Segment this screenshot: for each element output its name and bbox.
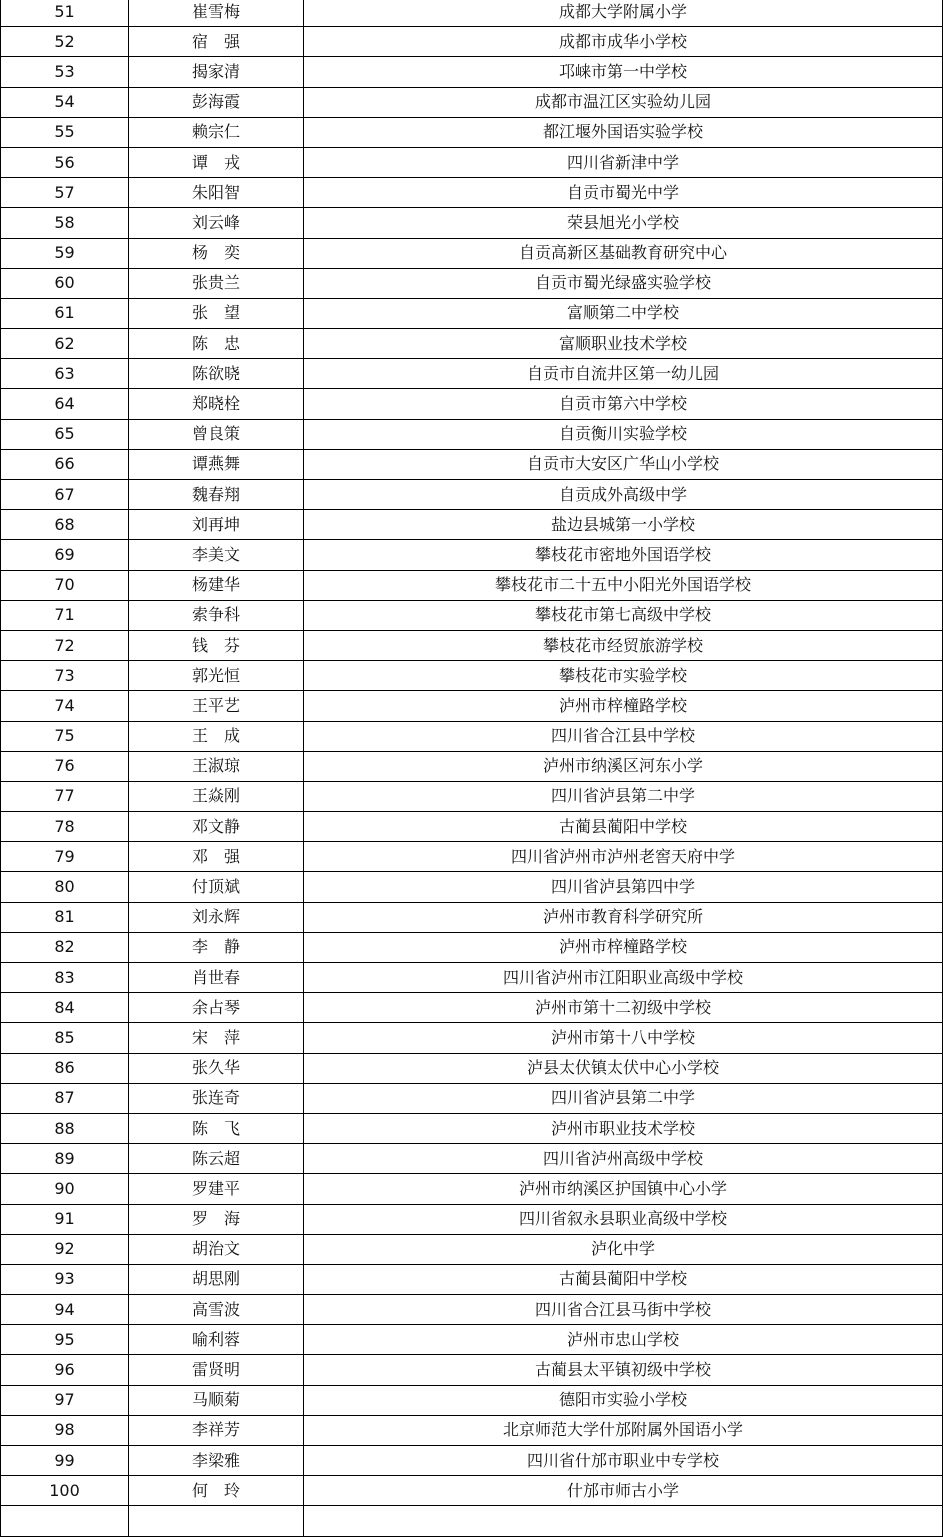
- row-number-cell: 78: [1, 812, 129, 842]
- name-cell: 李美文: [129, 540, 304, 570]
- row-number-cell: 99: [1, 1446, 129, 1476]
- row-number-cell: 89: [1, 1144, 129, 1174]
- table-row: [1, 872, 943, 902]
- row-number-cell: 62: [1, 329, 129, 359]
- table-row: [1, 147, 943, 177]
- unit-cell: 攀枝花市第七高级中学校: [304, 600, 943, 630]
- unit-cell: 四川省新津中学: [304, 147, 943, 177]
- table-row: [1, 298, 943, 328]
- roster-body: [1, 0, 943, 1536]
- table-row: [1, 1476, 943, 1506]
- table-row: [1, 389, 943, 419]
- table-row: [1, 630, 943, 660]
- unit-cell: 四川省泸州高级中学校: [304, 1144, 943, 1174]
- unit-cell: 泸化中学: [304, 1234, 943, 1264]
- table-row: [1, 661, 943, 691]
- name-cell: 雷贤明: [129, 1355, 304, 1385]
- table-row: [1, 1325, 943, 1355]
- name-cell: 李祥芳: [129, 1415, 304, 1445]
- unit-cell: 四川省泸县第二中学: [304, 1083, 943, 1113]
- name-cell: 余占琴: [129, 993, 304, 1023]
- unit-cell: 成都大学附属小学: [304, 0, 943, 27]
- unit-cell: 攀枝花市二十五中小阳光外国语学校: [304, 570, 943, 600]
- unit-cell: 自贡市蜀光绿盛实验学校: [304, 268, 943, 298]
- unit-cell: 四川省泸州市泸州老窖天府中学: [304, 842, 943, 872]
- unit-cell: 泸州市第十八中学校: [304, 1023, 943, 1053]
- table-row: [1, 57, 943, 87]
- table-row: [1, 359, 943, 389]
- unit-cell: 泸州市职业技术学校: [304, 1113, 943, 1143]
- unit-cell: 四川省合江县中学校: [304, 721, 943, 751]
- name-cell: 陈 忠: [129, 329, 304, 359]
- unit-cell: 北京师范大学什邡附属外国语小学: [304, 1415, 943, 1445]
- row-number-cell: 58: [1, 208, 129, 238]
- row-number-cell: 56: [1, 147, 129, 177]
- table-row: [1, 781, 943, 811]
- row-number-cell: 59: [1, 238, 129, 268]
- name-cell: 邓 强: [129, 842, 304, 872]
- row-number-cell: 88: [1, 1113, 129, 1143]
- unit-cell: 德阳市实验小学校: [304, 1385, 943, 1415]
- table-row: [1, 721, 943, 751]
- name-cell: 索争科: [129, 600, 304, 630]
- name-cell: 刘再坤: [129, 510, 304, 540]
- row-number-cell: 85: [1, 1023, 129, 1053]
- unit-cell: 古蔺县蔺阳中学校: [304, 1264, 943, 1294]
- name-cell: 陈 飞: [129, 1113, 304, 1143]
- row-number-cell: 74: [1, 691, 129, 721]
- row-number-cell: 76: [1, 751, 129, 781]
- name-cell: 喻利蓉: [129, 1325, 304, 1355]
- row-number-cell: 71: [1, 600, 129, 630]
- table-row: [1, 1204, 943, 1234]
- row-number-cell: 72: [1, 630, 129, 660]
- table-row: [1, 1385, 943, 1415]
- row-number-cell: 90: [1, 1174, 129, 1204]
- table-row: [1, 1355, 943, 1385]
- table-row: [1, 510, 943, 540]
- unit-cell: 攀枝花市经贸旅游学校: [304, 630, 943, 660]
- name-cell: 胡思刚: [129, 1264, 304, 1294]
- unit-cell: 泸州市梓橦路学校: [304, 932, 943, 962]
- table-row: [1, 238, 943, 268]
- name-cell: 何 玲: [129, 1476, 304, 1506]
- table-row: [1, 208, 943, 238]
- unit-cell: 成都市温江区实验幼儿园: [304, 87, 943, 117]
- name-cell: 曾良策: [129, 419, 304, 449]
- name-cell: 刘云峰: [129, 208, 304, 238]
- unit-cell: 自贡市第六中学校: [304, 389, 943, 419]
- table-row: [1, 1446, 943, 1476]
- table-row: [1, 1023, 943, 1053]
- name-cell: 宿 强: [129, 27, 304, 57]
- empty-cell: [1, 1506, 129, 1536]
- table-row: [1, 1295, 943, 1325]
- name-cell: 彭海霞: [129, 87, 304, 117]
- table-row: [1, 1053, 943, 1083]
- name-cell: 陈欲晓: [129, 359, 304, 389]
- row-number-cell: 98: [1, 1415, 129, 1445]
- table-row: [1, 480, 943, 510]
- name-cell: 肖世春: [129, 963, 304, 993]
- unit-cell: 自贡衡川实验学校: [304, 419, 943, 449]
- name-cell: 邓文静: [129, 812, 304, 842]
- unit-cell: 自贡市蜀光中学: [304, 178, 943, 208]
- row-number-cell: 96: [1, 1355, 129, 1385]
- row-number-cell: 60: [1, 268, 129, 298]
- name-cell: 王平艺: [129, 691, 304, 721]
- name-cell: 张贵兰: [129, 268, 304, 298]
- row-number-cell: 68: [1, 510, 129, 540]
- row-number-cell: 91: [1, 1204, 129, 1234]
- table-row: [1, 1113, 943, 1143]
- unit-cell: 邛崃市第一中学校: [304, 57, 943, 87]
- row-number-cell: 57: [1, 178, 129, 208]
- row-number-cell: 97: [1, 1385, 129, 1415]
- row-number-cell: 95: [1, 1325, 129, 1355]
- name-cell: 王焱刚: [129, 781, 304, 811]
- empty-cell: [129, 1506, 304, 1536]
- row-number-cell: 69: [1, 540, 129, 570]
- unit-cell: 盐边县城第一小学校: [304, 510, 943, 540]
- table-row: [1, 419, 943, 449]
- unit-cell: 富顺职业技术学校: [304, 329, 943, 359]
- unit-cell: 自贡市自流井区第一幼儿园: [304, 359, 943, 389]
- row-number-cell: 51: [1, 0, 129, 27]
- table-row-cut-off: [1, 1506, 943, 1536]
- name-cell: 郑晓栓: [129, 389, 304, 419]
- unit-cell: 四川省泸县第四中学: [304, 872, 943, 902]
- name-cell: 罗建平: [129, 1174, 304, 1204]
- row-number-cell: 67: [1, 480, 129, 510]
- unit-cell: 都江堰外国语实验学校: [304, 117, 943, 147]
- name-cell: 高雪波: [129, 1295, 304, 1325]
- name-cell: 张久华: [129, 1053, 304, 1083]
- row-number-cell: 86: [1, 1053, 129, 1083]
- table-row: [1, 1415, 943, 1445]
- row-number-cell: 77: [1, 781, 129, 811]
- unit-cell: 泸州市忠山学校: [304, 1325, 943, 1355]
- unit-cell: 古蔺县太平镇初级中学校: [304, 1355, 943, 1385]
- table-row: [1, 27, 943, 57]
- unit-cell: 攀枝花市密地外国语学校: [304, 540, 943, 570]
- row-number-cell: 63: [1, 359, 129, 389]
- table-row: [1, 570, 943, 600]
- unit-cell: 泸州市纳溪区河东小学: [304, 751, 943, 781]
- table-row: [1, 449, 943, 479]
- name-cell: 张 望: [129, 298, 304, 328]
- name-cell: 宋 萍: [129, 1023, 304, 1053]
- name-cell: 杨 奕: [129, 238, 304, 268]
- unit-cell: 四川省合江县马街中学校: [304, 1295, 943, 1325]
- row-number-cell: 81: [1, 902, 129, 932]
- name-cell: 陈云超: [129, 1144, 304, 1174]
- table-row: [1, 932, 943, 962]
- row-number-cell: 54: [1, 87, 129, 117]
- unit-cell: 泸州市教育科学研究所: [304, 902, 943, 932]
- name-cell: 郭光恒: [129, 661, 304, 691]
- name-cell: 王淑琼: [129, 751, 304, 781]
- table-row: [1, 178, 943, 208]
- table-row: [1, 1234, 943, 1264]
- row-number-cell: 65: [1, 419, 129, 449]
- row-number-cell: 55: [1, 117, 129, 147]
- name-cell: 杨建华: [129, 570, 304, 600]
- name-cell: 钱 芬: [129, 630, 304, 660]
- row-number-cell: 94: [1, 1295, 129, 1325]
- table-row: [1, 1083, 943, 1113]
- table-row: [1, 268, 943, 298]
- unit-cell: 自贡成外高级中学: [304, 480, 943, 510]
- name-cell: 刘永辉: [129, 902, 304, 932]
- unit-cell: 泸州市第十二初级中学校: [304, 993, 943, 1023]
- unit-cell: 四川省什邡市职业中专学校: [304, 1446, 943, 1476]
- unit-cell: 四川省泸县第二中学: [304, 781, 943, 811]
- unit-cell: 古蔺县蔺阳中学校: [304, 812, 943, 842]
- table-row: [1, 87, 943, 117]
- table-row: [1, 963, 943, 993]
- table-row: [1, 691, 943, 721]
- unit-cell: 成都市成华小学校: [304, 27, 943, 57]
- name-cell: 付顶斌: [129, 872, 304, 902]
- name-cell: 张连奇: [129, 1083, 304, 1113]
- row-number-cell: 75: [1, 721, 129, 751]
- unit-cell: 自贡市大安区广华山小学校: [304, 449, 943, 479]
- table-row: [1, 751, 943, 781]
- row-number-cell: 93: [1, 1264, 129, 1294]
- table-row: [1, 329, 943, 359]
- row-number-cell: 82: [1, 932, 129, 962]
- table-row: [1, 0, 943, 27]
- row-number-cell: 92: [1, 1234, 129, 1264]
- table-row: [1, 993, 943, 1023]
- unit-cell: 什邡市师古小学: [304, 1476, 943, 1506]
- table-row: [1, 600, 943, 630]
- unit-cell: 泸州市纳溪区护国镇中心小学: [304, 1174, 943, 1204]
- name-cell: 胡治文: [129, 1234, 304, 1264]
- row-number-cell: 80: [1, 872, 129, 902]
- table-row: [1, 1174, 943, 1204]
- unit-cell: 四川省叙永县职业高级中学校: [304, 1204, 943, 1234]
- row-number-cell: 79: [1, 842, 129, 872]
- unit-cell: 富顺第二中学校: [304, 298, 943, 328]
- table-row: [1, 117, 943, 147]
- name-cell: 李梁雅: [129, 1446, 304, 1476]
- row-number-cell: 53: [1, 57, 129, 87]
- empty-cell: [304, 1506, 943, 1536]
- name-cell: 崔雪梅: [129, 0, 304, 27]
- table-row: [1, 1144, 943, 1174]
- name-cell: 谭燕舞: [129, 449, 304, 479]
- unit-cell: 四川省泸州市江阳职业高级中学校: [304, 963, 943, 993]
- unit-cell: 自贡高新区基础教育研究中心: [304, 238, 943, 268]
- row-number-cell: 83: [1, 963, 129, 993]
- unit-cell: 泸县太伏镇太伏中心小学校: [304, 1053, 943, 1083]
- row-number-cell: 61: [1, 298, 129, 328]
- row-number-cell: 52: [1, 27, 129, 57]
- name-cell: 马顺菊: [129, 1385, 304, 1415]
- unit-cell: 泸州市梓橦路学校: [304, 691, 943, 721]
- table-row: [1, 842, 943, 872]
- table-row: [1, 902, 943, 932]
- row-number-cell: 87: [1, 1083, 129, 1113]
- name-cell: 揭家清: [129, 57, 304, 87]
- name-cell: 罗 海: [129, 1204, 304, 1234]
- name-cell: 魏春翔: [129, 480, 304, 510]
- name-cell: 王 成: [129, 721, 304, 751]
- row-number-cell: 70: [1, 570, 129, 600]
- row-number-cell: 66: [1, 449, 129, 479]
- name-cell: 朱阳智: [129, 178, 304, 208]
- table-row: [1, 812, 943, 842]
- unit-cell: 攀枝花市实验学校: [304, 661, 943, 691]
- name-cell: 赖宗仁: [129, 117, 304, 147]
- row-number-cell: 73: [1, 661, 129, 691]
- table-row: [1, 540, 943, 570]
- name-cell: 谭 戎: [129, 147, 304, 177]
- unit-cell: 荣县旭光小学校: [304, 208, 943, 238]
- row-number-cell: 84: [1, 993, 129, 1023]
- row-number-cell: 64: [1, 389, 129, 419]
- table-row: [1, 1264, 943, 1294]
- name-cell: 李 静: [129, 932, 304, 962]
- row-number-cell: 100: [1, 1476, 129, 1506]
